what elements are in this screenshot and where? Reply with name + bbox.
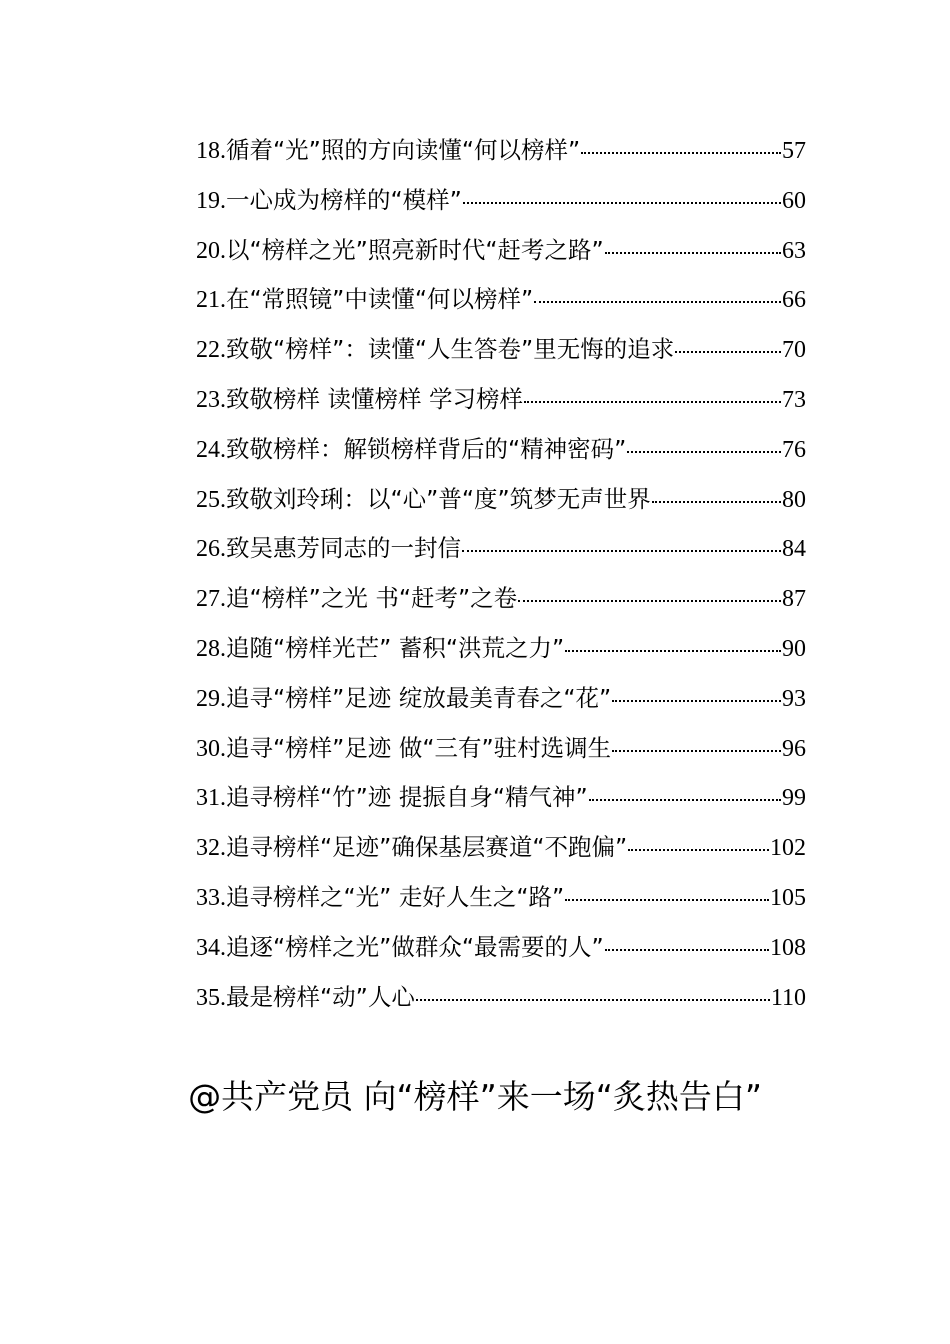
toc-entry-title: 致敬榜样：解锁榜样背后的“精神密码”: [226, 434, 627, 463]
toc-entry-title: 致敬刘玲琍：以“心”普“度”筑梦无声世界: [226, 484, 651, 513]
toc-dot-leader: [463, 200, 781, 204]
toc-dot-leader: [534, 299, 781, 303]
toc-entry[interactable]: [196, 226, 806, 276]
toc-entry-number: 25.: [196, 486, 226, 513]
toc-entry-page-number: 105: [770, 884, 806, 911]
toc-dot-leader: [605, 250, 781, 254]
toc-entry[interactable]: [196, 524, 806, 574]
toc-entry-title: 追寻榜样之“光” 走好人生之“路”: [226, 882, 565, 911]
toc-entry-title: 致吴惠芳同志的一封信: [226, 534, 461, 563]
toc-entry-page-number: 76: [782, 436, 806, 463]
toc-entry-page-number: 63: [782, 237, 806, 264]
toc-entry[interactable]: [196, 823, 806, 873]
toc-entry-page-number: 96: [782, 735, 806, 762]
toc-dot-leader: [628, 847, 769, 851]
toc-entry-title: 致敬“榜样”：读懂“人生答卷”里无悔的追求: [226, 335, 675, 364]
toc-entry-page-number: 80: [782, 486, 806, 513]
toc-entry[interactable]: [196, 126, 806, 176]
toc-entry[interactable]: [196, 724, 806, 774]
toc-entry-number: 30.: [196, 735, 226, 762]
toc-entry-number: 32.: [196, 835, 226, 862]
toc-dot-leader: [462, 548, 781, 552]
toc-entry-page-number: 73: [782, 386, 806, 413]
toc-entry[interactable]: [196, 375, 806, 425]
toc-entry-page-number: 84: [782, 536, 806, 563]
toc-entry-number: 29.: [196, 685, 226, 712]
toc-entry-title: 追寻“榜样”足迹 绽放最美青春之“花”: [226, 683, 612, 712]
toc-entry-title: 追随“榜样光芒” 蓄积“洪荒之力”: [226, 633, 565, 662]
toc-dot-leader: [627, 449, 781, 453]
toc-entry-title: 追寻榜样“足迹”确保基层赛道“不跑偏”: [226, 833, 628, 862]
toc-entry[interactable]: [196, 574, 806, 624]
toc-entry-title: 追寻“榜样”足迹 做“三有”驻村选调生: [226, 733, 612, 762]
toc-entry-page-number: 108: [770, 934, 806, 961]
toc-entry-page-number: 99: [782, 785, 806, 812]
toc-dot-leader: [416, 997, 770, 1001]
section-heading: @共产党员 向“榜样”来一场“炙热告白”: [188, 1077, 762, 1116]
toc-entry[interactable]: [196, 973, 806, 1023]
toc-entry[interactable]: [196, 624, 806, 674]
toc-entry-number: 21.: [196, 287, 226, 314]
toc-entry-number: 33.: [196, 884, 226, 911]
toc-entry-title: 一心成为榜样的“模样”: [226, 185, 462, 214]
toc-entry-number: 19.: [196, 187, 226, 214]
toc-entry-page-number: 60: [782, 187, 806, 214]
toc-dot-leader: [518, 598, 781, 602]
toc-entry[interactable]: [196, 674, 806, 724]
toc-entry-page-number: 110: [770, 984, 806, 1011]
toc-entry-number: 18.: [196, 138, 226, 164]
toc-entry-page-number: 93: [782, 685, 806, 712]
toc-dot-leader: [652, 499, 781, 503]
toc-dot-leader: [565, 897, 769, 901]
table-of-contents: [196, 126, 806, 1022]
toc-entry-number: 34.: [196, 934, 226, 961]
toc-dot-leader: [581, 150, 781, 154]
toc-dot-leader: [612, 698, 781, 702]
toc-entry[interactable]: [196, 873, 806, 923]
toc-dot-leader: [589, 797, 781, 801]
toc-entry-page-number: 66: [782, 287, 806, 314]
toc-entry-number: 26.: [196, 536, 226, 563]
toc-entry-number: 27.: [196, 586, 226, 613]
toc-entry-title: 以“榜样之光”照亮新时代“赶考之路”: [226, 235, 604, 264]
toc-entry-number: 22.: [196, 337, 226, 364]
toc-entry-title: 在“常照镜”中读懂“何以榜样”: [226, 285, 534, 314]
toc-entry[interactable]: [196, 475, 806, 525]
toc-entry-title: 最是榜样“动”人心: [226, 982, 415, 1011]
toc-entry-number: 28.: [196, 635, 226, 662]
toc-entry-page-number: 90: [782, 635, 806, 662]
toc-dot-leader: [524, 399, 781, 403]
toc-entry-title: 循着“光”照的方向读懂“何以榜样”: [226, 136, 581, 164]
toc-entry[interactable]: [196, 325, 806, 375]
toc-entry-number: 20.: [196, 237, 226, 264]
toc-dot-leader: [605, 947, 769, 951]
toc-dot-leader: [612, 748, 781, 752]
toc-entry-number: 35.: [196, 984, 226, 1011]
toc-entry[interactable]: [196, 275, 806, 325]
toc-entry-title: 追逐“榜样之光”做群众“最需要的人”: [226, 932, 604, 961]
toc-entry[interactable]: [196, 425, 806, 475]
toc-dot-leader: [675, 349, 781, 353]
toc-entry-page-number: 70: [782, 337, 806, 364]
toc-entry-page-number: 102: [770, 835, 806, 862]
toc-entry-title: 追寻榜样“竹”迹 提振自身“精气神”: [226, 783, 588, 812]
toc-entry[interactable]: [196, 773, 806, 823]
toc-entry[interactable]: [196, 923, 806, 973]
toc-entry-page-number: 57: [782, 138, 806, 164]
toc-entry-page-number: 87: [782, 586, 806, 613]
toc-dot-leader: [565, 648, 781, 652]
toc-entry-number: 24.: [196, 436, 226, 463]
toc-entry-number: 23.: [196, 386, 226, 413]
toc-entry-number: 31.: [196, 785, 226, 812]
toc-entry[interactable]: [196, 176, 806, 226]
toc-entry-title: 追“榜样”之光 书“赶考”之卷: [226, 584, 518, 613]
toc-entry-title: 致敬榜样 读懂榜样 学习榜样: [226, 384, 523, 413]
